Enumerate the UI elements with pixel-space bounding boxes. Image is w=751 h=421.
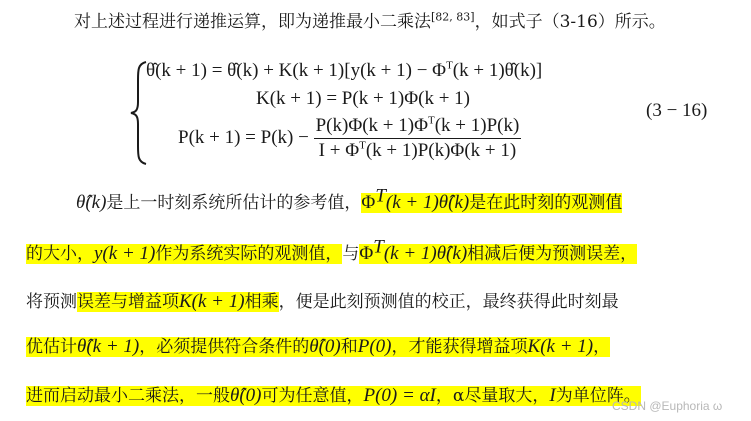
eq-row2: K(k + 1) = P(k + 1)Φ(k + 1)	[256, 88, 471, 109]
para-line-3: 将预测误差与增益项K(k + 1)相乘，便是此刻预测值的校正，最终获得此时刻最	[26, 291, 619, 312]
intro-line	[74, 9, 666, 35]
equation-row-2	[256, 88, 470, 110]
highlight-3: $\Phi^T(k$ + 1)θ̂(k)相减后便为预测误差，	[359, 236, 638, 264]
eq-row1: θ̂(k + 1) = θ̂(k) + K(k + 1)[y(k + 1) − Φ	[146, 60, 447, 81]
eq-numerator: $P(k)\Phi(k + 1)\Phi^T(k + 1)P(k)$	[314, 114, 522, 139]
equation-row-1	[146, 60, 542, 82]
eq-fraction	[314, 114, 522, 163]
highlight-7: 进而启动最小二乘法，一般θ̂(0)可为任意值，P(0) = αI，α尽量取大，I为单位阵。	[26, 385, 641, 406]
highlight-6: 必须提供符合条件的θ̂(0)和P(0)，才能获得增益项K(k + 1)，	[156, 336, 611, 357]
para-line-1: θ̂(k)是上一时刻系统所估计的参考值，$\Phi^T(k$ + 1)θ̂(k)是在此时刻的观测值	[76, 185, 623, 213]
eq-row1-tail: (k + 1)θ̂(k)]	[452, 60, 543, 81]
highlight-2: 的大小，y(k + 1)作为系统实际的观测值，	[26, 243, 343, 264]
citation: [82, 83]	[431, 10, 475, 24]
eq-row3-lhs: P(k + 1) = P(k) −	[178, 126, 314, 148]
intro-tail: ，如式子（3-16）所示。	[474, 12, 666, 32]
equation-number: (3 − 16)	[646, 100, 708, 121]
para-line-2: 的大小，y(k + 1)作为系统实际的观测值，与$\Phi^T(k$ + 1)θ̂(k)相减后便为预测误差，	[26, 236, 638, 264]
watermark: CSDN @Euphoria ω	[612, 399, 723, 413]
intro-text: 对上述过程进行递推运算，即为递推最小二乘法	[74, 12, 431, 32]
para-line-4	[26, 334, 610, 360]
equation-row-3	[178, 114, 521, 163]
eq-row1-sup: T	[446, 59, 453, 72]
highlight-4: 误差与增益项K(k + 1)相乘	[77, 291, 279, 312]
eq-denominator: $I + \Phi^T(k + 1)P(k)\Phi(k + 1)$	[318, 139, 517, 161]
highlight-5: 优估计θ̂(k + 1)，	[26, 336, 157, 357]
para-line-5	[26, 383, 641, 409]
highlight-1: $\Phi^T(k$ + 1)θ̂(k)是在此时刻的观测值	[361, 185, 623, 213]
